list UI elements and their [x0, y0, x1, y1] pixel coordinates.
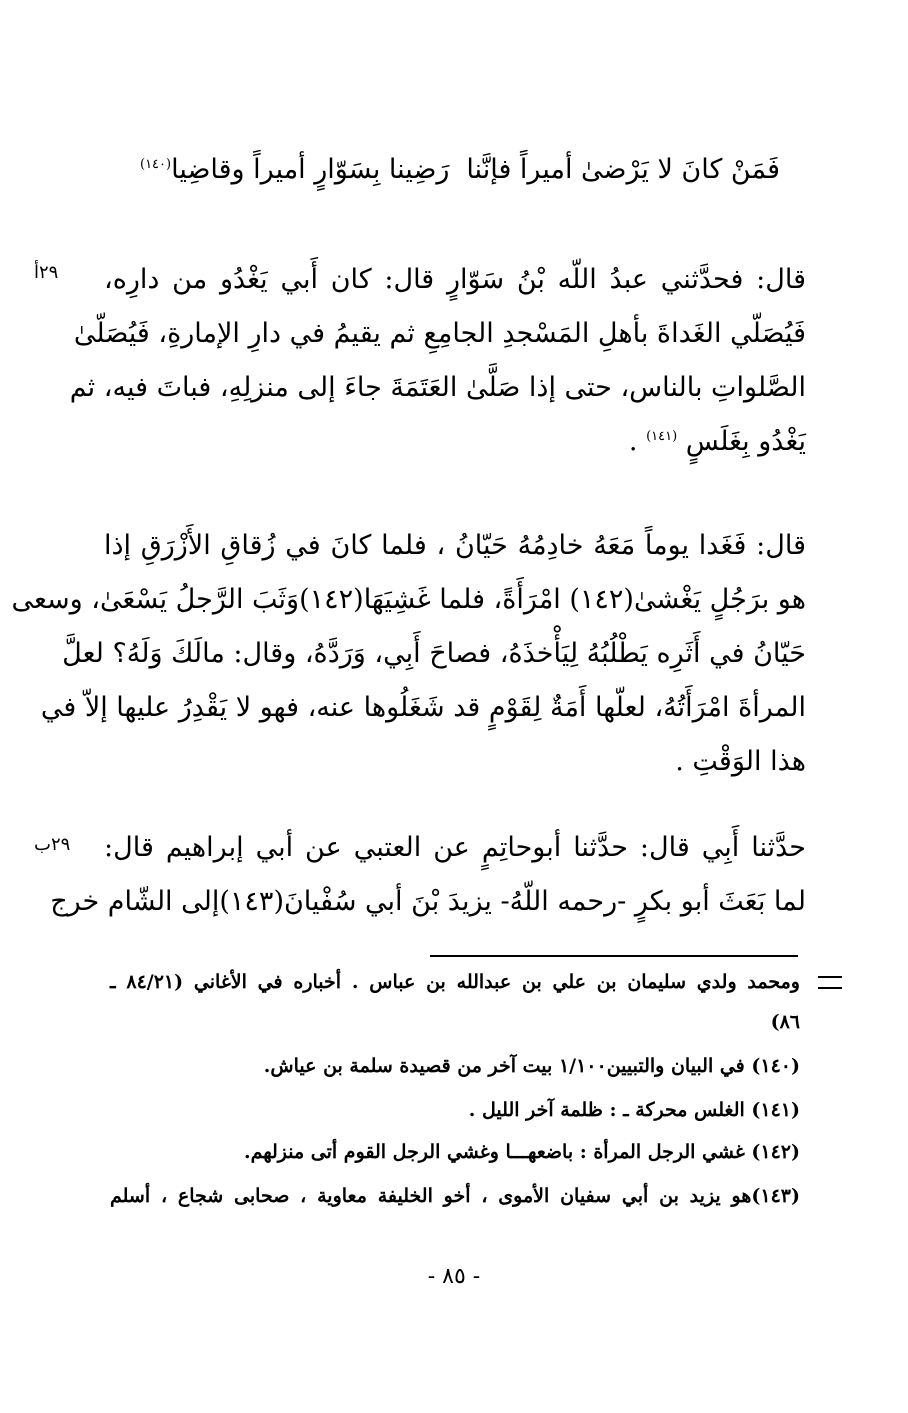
footnote-ref-140: (١٤٠) — [140, 157, 172, 172]
continuation-mark — [818, 976, 842, 989]
poem-verse — [140, 148, 780, 192]
footnote-continued: ٨٦) — [770, 1011, 800, 1033]
paragraph-line: قال: فحدَّثني عبدُ اللّه بْنُ سَوّارٍ قال: كان أَبي يَغْدُو من دارِه، — [104, 264, 806, 295]
paragraph-line: حدَّثنا أَبِي قال: حدَّثنا أبوحاتِمٍ عن العتبي عن أبي إبراهيم قال: — [104, 832, 806, 863]
paragraph-line: فَيُصَلّي الغَداةَ بأهلِ المَسْجدِ الجامِعِ ثم يقيمُ في دارِ الإمارةِ، فَيُصَلّىٰ — [73, 318, 806, 349]
footnote-continued: ومحمد ولدي سليمان بن علي بن عبدالله بن عباس . أخباره في الأغاني (٨٤/٢١ ـ — [110, 971, 800, 993]
paragraph-line: الصَّلواتِ بالناس، حتى إذا صَلَّىٰ العَتَمَةَ جاءَ إلى منزلِهِ، فباتَ فيه، ثم — [69, 372, 806, 403]
paragraph-line: حَيّانُ في أَثَرِه يَطْلُبُهُ لِيَأْخذَهُ، فصاحَ أَبِي، وَرَدَّهُ، وقال: مالَكَ وَلَهُ؟ لعلَّ — [62, 638, 806, 669]
footnote-separator — [430, 955, 798, 957]
verse-first-hemistich: فَمَنْ كانَ لا يَرْضىٰ أميراً فإنَّنا — [466, 154, 780, 185]
paragraph-line: يَغْدُو بِغَلَسٍ $^{(١٤١)}$ . — [628, 426, 806, 457]
footnote-140: (١٤٠) في البيان والتبيين١/١٠٠ بيت آخر من قصيدة سلمة بن عياش. — [263, 1055, 800, 1077]
paragraph-line: قال: فَغَدا يوماً مَعَهُ خادِمُهُ حَيّانُ ، فلما كانَ في زُقاقِ الأَزْرَقِ إذا — [104, 530, 806, 561]
paragraph-line: هذا الوَقْتِ . — [675, 746, 806, 777]
page-number: - ٨٥ - — [427, 1264, 481, 1289]
footnote-143: (١٤٣)هو يزيد بن أبي سفيان الأموى ، أخو الخليفة معاوية ، صحابى شجاع ، أسلم — [110, 1185, 800, 1207]
paragraph-line: لما بَعَثَ أبو بكرٍ -رحمه اللّهُ- يزيدَ بْنَ أبي سُفْيانَ(١٤٣)إلى الشّام خرج — [50, 886, 806, 917]
paragraph-line: المرأةَ امْرَأَتُهُ، لعلّها أَمَةٌ لِقَوْمٍ قد شَغَلُوها عنه، فهو لا يَقْدِرُ عليها إلاّ في — [40, 692, 806, 723]
footnote-141: (١٤١) الغلس محركة ـ : ظلمة آخر الليل . — [468, 1099, 800, 1121]
footnote-ref-141: (١٤١) — [646, 429, 678, 444]
footnote-142: (١٤٢) غشي الرجل المرأة : باضعهـــا وغشي الرجل القوم أتى منزلهم. — [243, 1141, 800, 1163]
margin-folio-note: ٢٩أ — [34, 262, 59, 283]
paragraph-line: هو برَجُلٍ يَغْشىٰ(١٤٢) امْرَأَةً، فلما غَشِيَهَا(١٤٢)وَثَبَ الرَّجلُ يَسْعَىٰ، وسعى — [11, 584, 806, 615]
verse-second-hemistich: رَضِينا بِسَوّارٍ أميراً وقاضِيا$^{(١٤٠)}$ — [140, 154, 450, 185]
margin-folio-note: ٢٩ب — [34, 834, 71, 855]
